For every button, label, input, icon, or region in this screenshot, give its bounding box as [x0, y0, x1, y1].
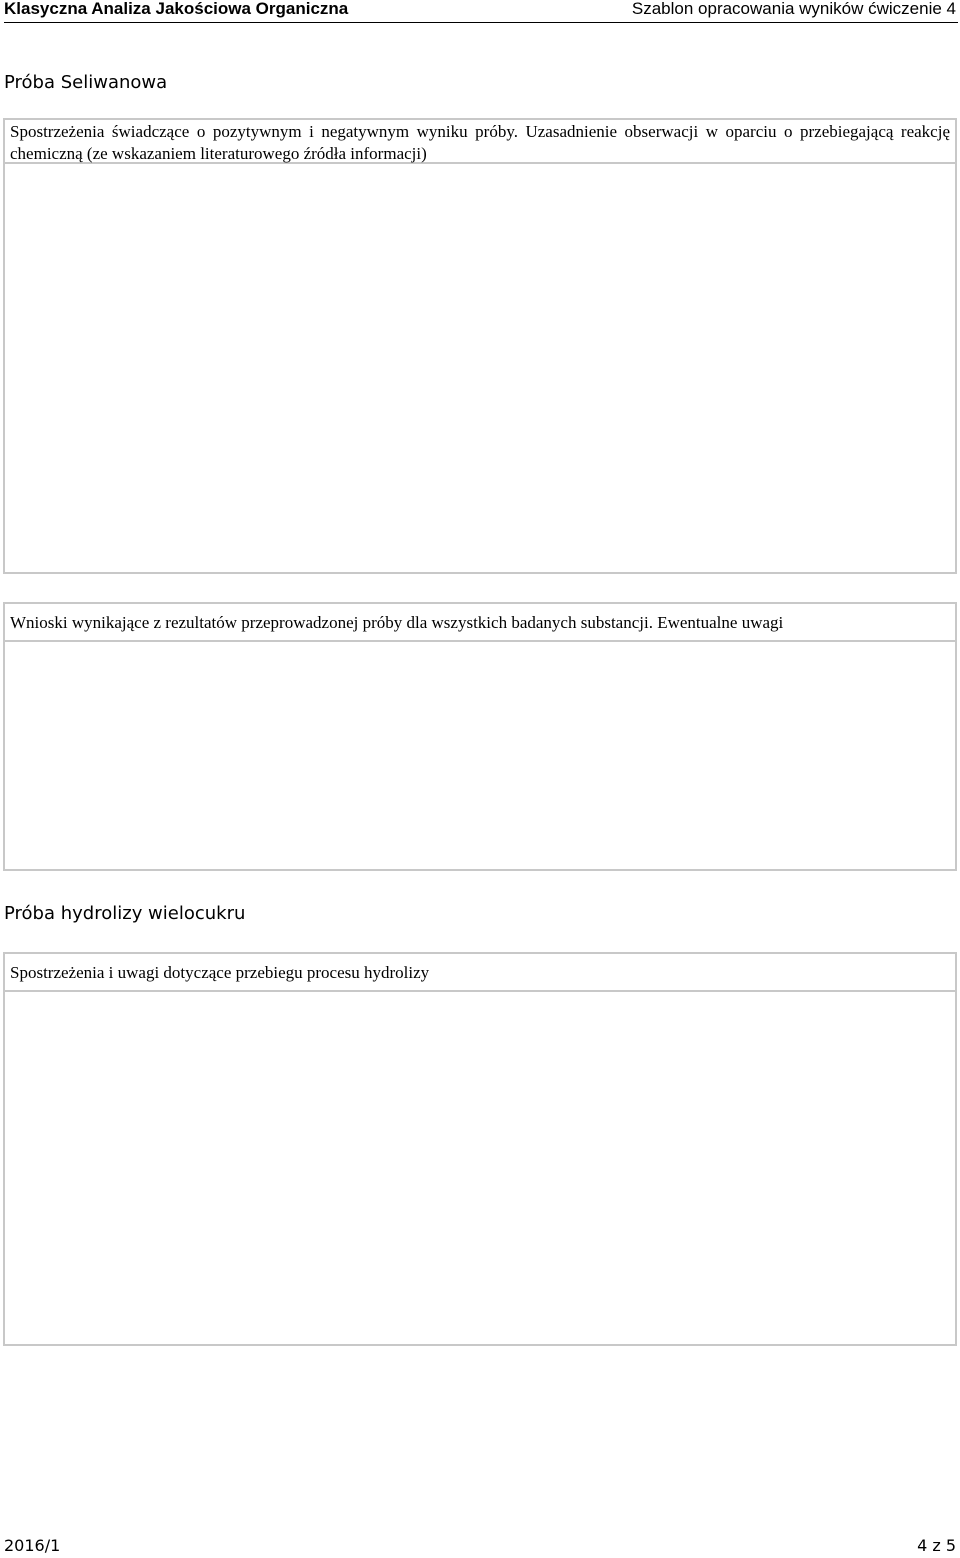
hydrolysis-answer-area[interactable]	[5, 992, 955, 1342]
observations-answer-area[interactable]	[5, 164, 955, 570]
template-title: Szablon opracowania wyników ćwiczenie 4	[631, 0, 956, 18]
conclusions-box-label: Wnioski wynikające z rezultatów przeprowadzonej próby dla wszystkich badanych substancji. Ewentualne uwagi	[5, 604, 955, 642]
page-header	[4, 0, 958, 23]
course-title: Klasyczna Analiza Jakościowa Organiczna	[4, 0, 349, 18]
observations-box-label: Spostrzeżenia świadczące o pozytywnym i negatywnym wyniku próby. Uzasadnienie obserwacji w oparciu o przebiegającą reakcję chemiczną (ze wskazaniem literaturowego źródła informacji)	[5, 120, 955, 164]
footer-edition: 2016/1	[4, 1536, 61, 1555]
section-title-seliwanow: Próba Seliwanowa	[4, 72, 168, 93]
hydrolysis-observations-box	[3, 952, 957, 1346]
observations-box-seliwanow	[3, 118, 957, 574]
hydrolysis-box-label: Spostrzeżenia i uwagi dotyczące przebiegu procesu hydrolizy	[5, 954, 955, 992]
conclusions-box-seliwanow	[3, 602, 957, 871]
footer-page-number: 4 z 5	[917, 1536, 956, 1555]
section-title-hydrolysis: Próba hydrolizy wielocukru	[4, 903, 246, 924]
conclusions-answer-area[interactable]	[5, 642, 955, 867]
